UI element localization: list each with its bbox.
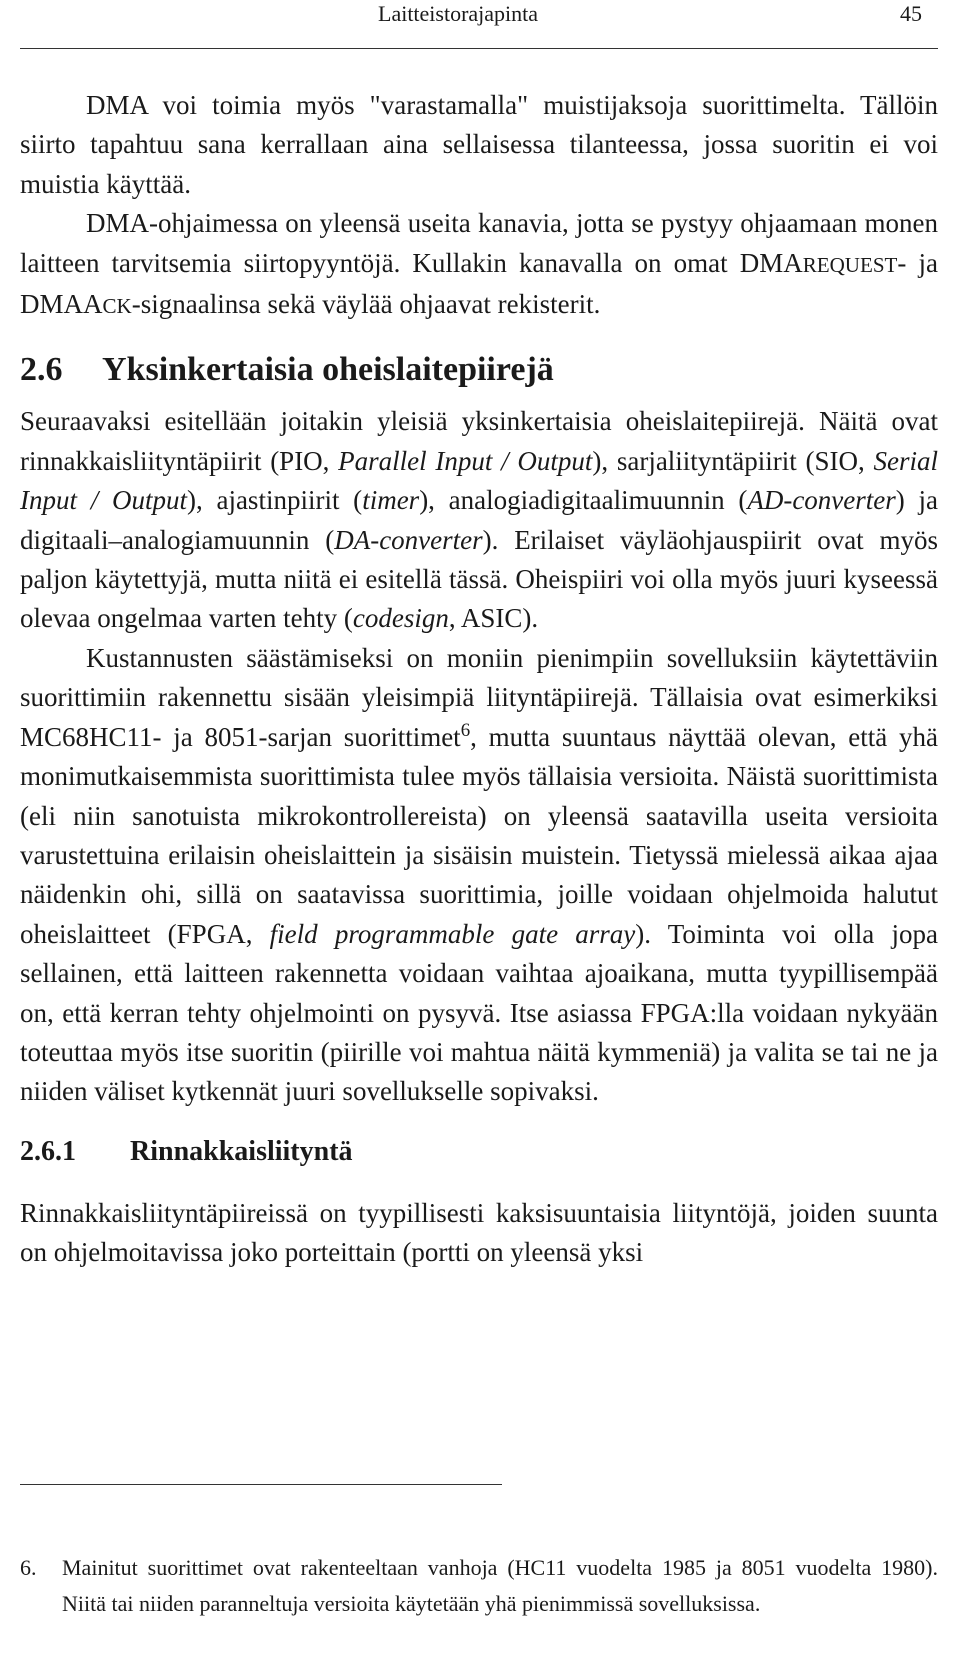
subsection-heading xyxy=(20,1132,938,1194)
paragraph-dma-channels: DMA-ohjaimessa on yleensä useita kanavia, jotta se pystyy ohjaamaan monen laitteen tarvitsemia siirtopyyntöjä. Kullakin kanavalla on omat DMAREQUEST- ja DMAACK-signaalinsa sekä väylää ohjaavat rekisterit. xyxy=(20,208,938,320)
subsection-title: Rinnakkaisliityntä xyxy=(130,1135,353,1167)
footnote xyxy=(20,1550,938,1622)
footnote-number: 6. xyxy=(20,1555,37,1580)
footnote-rule xyxy=(20,1484,502,1485)
footnote-text: Mainitut suorittimet ovat rakenteeltaan vanhoja (HC11 vuodelta 1985 ja 8051 vuodelta 1980). Niitä tai niiden paranneltuja versioita käytetään yhä pienimmissä sovelluksissa. xyxy=(62,1555,938,1616)
section-heading xyxy=(20,348,938,402)
section-title: Yksinkertaisia oheislaitepiirejä xyxy=(102,351,554,389)
paragraph-microcontrollers: Kustannusten säästämiseksi on moniin pienimpiin sovelluksiin käytettäviin suorittimiin rakennettu sisään yleisimpiä liityntäpiirejä. Tällaisia ovat esimerkiksi MC68HC11- ja 8051-sarjan suorittimet$^6$, mutta suuntaus näyttää olevan, että yhä monimutkaisemmista suorittimista tulee myös tällaisia versioita. Näistä suorittimista (eli niin sanotuista mikrokontrollereista) on yleensä saatavilla useita versioita varustettuina erilaisin oheislaittein ja sisäisin muistein. Tietyssä mielessä aikaa ajaa näidenkin ohi, sillä on saatavissa suorittimia, joille voidaan ohjelmoida halutut oheislaitteet (FPGA, field programmable gate array). Toiminta voi olla jopa sellainen, että laitteen rakennetta voidaan vaihtaa ajoaikana, mutta tyypillisempää on, että kerran tehty ohjelmointi on pysyvä. Itse asiassa FPGA:lla voidaan nykyään toteuttaa myös itse suoritin (piirille voi mahtua näitä kymmeniä) ja valita se tai ne ja niiden väliset kytkennät juuri sovellukselle sopivaksi. xyxy=(20,642,939,1107)
running-header xyxy=(20,0,938,34)
subsection-number: 2.6.1 xyxy=(20,1135,76,1167)
paragraph-dma-stealing: DMA voi toimia myös "varastamalla" muistijaksoja suorittimelta. Tällöin siirto tapahtuu sana kerrallaan aina sellaisessa tilanteessa, jossa suoritin ei voi muistia käyttää. xyxy=(20,90,938,199)
page-number: 45 xyxy=(900,1,922,26)
signal-ack: CK xyxy=(102,294,132,319)
running-title: Laitteistorajapinta xyxy=(378,1,539,26)
body-text xyxy=(20,86,938,1273)
paragraph-parallel-io: Rinnakkaisliityntäpiireissä on tyypillisesti kaksisuuntaisia liityntöjä, joiden suunta on ohjelmoitavissa joko porteittain (portti on yleensä yksi xyxy=(20,1197,938,1268)
footnote-ref[interactable]: 6 xyxy=(460,719,471,741)
paragraph-peripherals-intro: Seuraavaksi esitellään joitakin yleisiä yksinkertaisia oheislaitepiirejä. Näitä ovat rinnakkaisliityntäpiirit (PIO, Parallel Input / Output), sarjaliityntäpiirit (SIO, Serial Input / Output), ajastinpiirit (timer), analogiadigitaalimuunnin (AD-converter) ja digitaali–analogiamuunnin (DA-converter). Erilaiset väyläohjauspiirit ovat myös paljon käytettyjä, mutta niitä ei esitellä tässä. Oheispiiri voi olla myös juuri kyseessä olevaa ongelmaa varten tehty (codesign, ASIC). xyxy=(20,406,938,634)
signal-request: REQUEST xyxy=(802,252,898,277)
section-number: 2.6 xyxy=(20,351,63,389)
header-rule xyxy=(20,48,938,49)
